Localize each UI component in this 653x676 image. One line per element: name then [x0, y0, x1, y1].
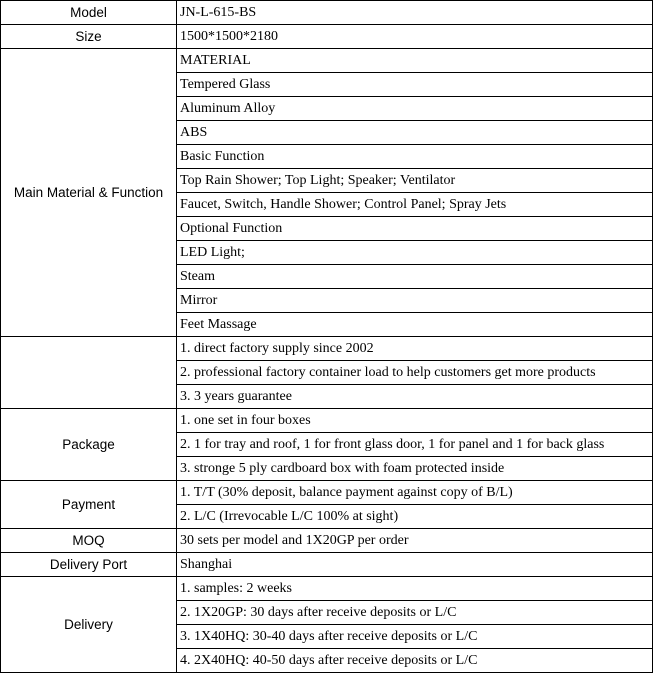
size-value: 1500*1500*2180	[177, 25, 653, 49]
advantage-item: 1. direct factory supply since 2002	[177, 337, 653, 361]
table-row-delivery-port	[1, 553, 653, 577]
delivery-item: 1. samples: 2 weeks	[177, 577, 653, 601]
function-item: Basic Function	[177, 145, 653, 169]
payment-item: 1. T/T (30% deposit, balance payment against copy of B/L)	[177, 481, 653, 505]
table-row	[1, 337, 653, 361]
material-item: MATERIAL	[177, 49, 653, 73]
model-label: Model	[1, 1, 177, 25]
function-item: LED Light;	[177, 241, 653, 265]
model-value: JN-L-615-BS	[177, 1, 653, 25]
payment-item: 2. L/C (Irrevocable L/C 100% at sight)	[177, 505, 653, 529]
advantage-item: 3. 3 years guarantee	[177, 385, 653, 409]
delivery-port-value: Shanghai	[177, 553, 653, 577]
package-item: 1. one set in four boxes	[177, 409, 653, 433]
delivery-item: 2. 1X20GP: 30 days after receive deposits or L/C	[177, 601, 653, 625]
function-item: Mirror	[177, 289, 653, 313]
table-row	[1, 409, 653, 433]
main-material-function-label: Main Material & Function	[1, 49, 177, 337]
size-label: Size	[1, 25, 177, 49]
table-row-model	[1, 1, 653, 25]
function-item: Faucet, Switch, Handle Shower; Control Panel; Spray Jets	[177, 193, 653, 217]
delivery-label: Delivery	[1, 577, 177, 673]
delivery-item: 4. 2X40HQ: 40-50 days after receive deposits or L/C	[177, 649, 653, 673]
table-row-size	[1, 25, 653, 49]
package-item: 3. stronge 5 ply cardboard box with foam protected inside	[177, 457, 653, 481]
table-row	[1, 481, 653, 505]
payment-label: Payment	[1, 481, 177, 529]
moq-value: 30 sets per model and 1X20GP per order	[177, 529, 653, 553]
function-item: Feet Massage	[177, 313, 653, 337]
table-row	[1, 577, 653, 601]
function-item: Top Rain Shower; Top Light; Speaker; Ventilator	[177, 169, 653, 193]
material-item: Aluminum Alloy	[177, 97, 653, 121]
delivery-port-label: Delivery Port	[1, 553, 177, 577]
advantages-label	[1, 337, 177, 409]
table-row	[1, 49, 653, 73]
table-row-moq	[1, 529, 653, 553]
package-label: Package	[1, 409, 177, 481]
material-item: ABS	[177, 121, 653, 145]
function-item: Steam	[177, 265, 653, 289]
moq-label: MOQ	[1, 529, 177, 553]
package-item: 2. 1 for tray and roof, 1 for front glass door, 1 for panel and 1 for back glass	[177, 433, 653, 457]
delivery-item: 3. 1X40HQ: 30-40 days after receive deposits or L/C	[177, 625, 653, 649]
material-item: Tempered Glass	[177, 73, 653, 97]
advantage-item: 2. professional factory container load to help customers get more products	[177, 361, 653, 385]
function-item: Optional Function	[177, 217, 653, 241]
